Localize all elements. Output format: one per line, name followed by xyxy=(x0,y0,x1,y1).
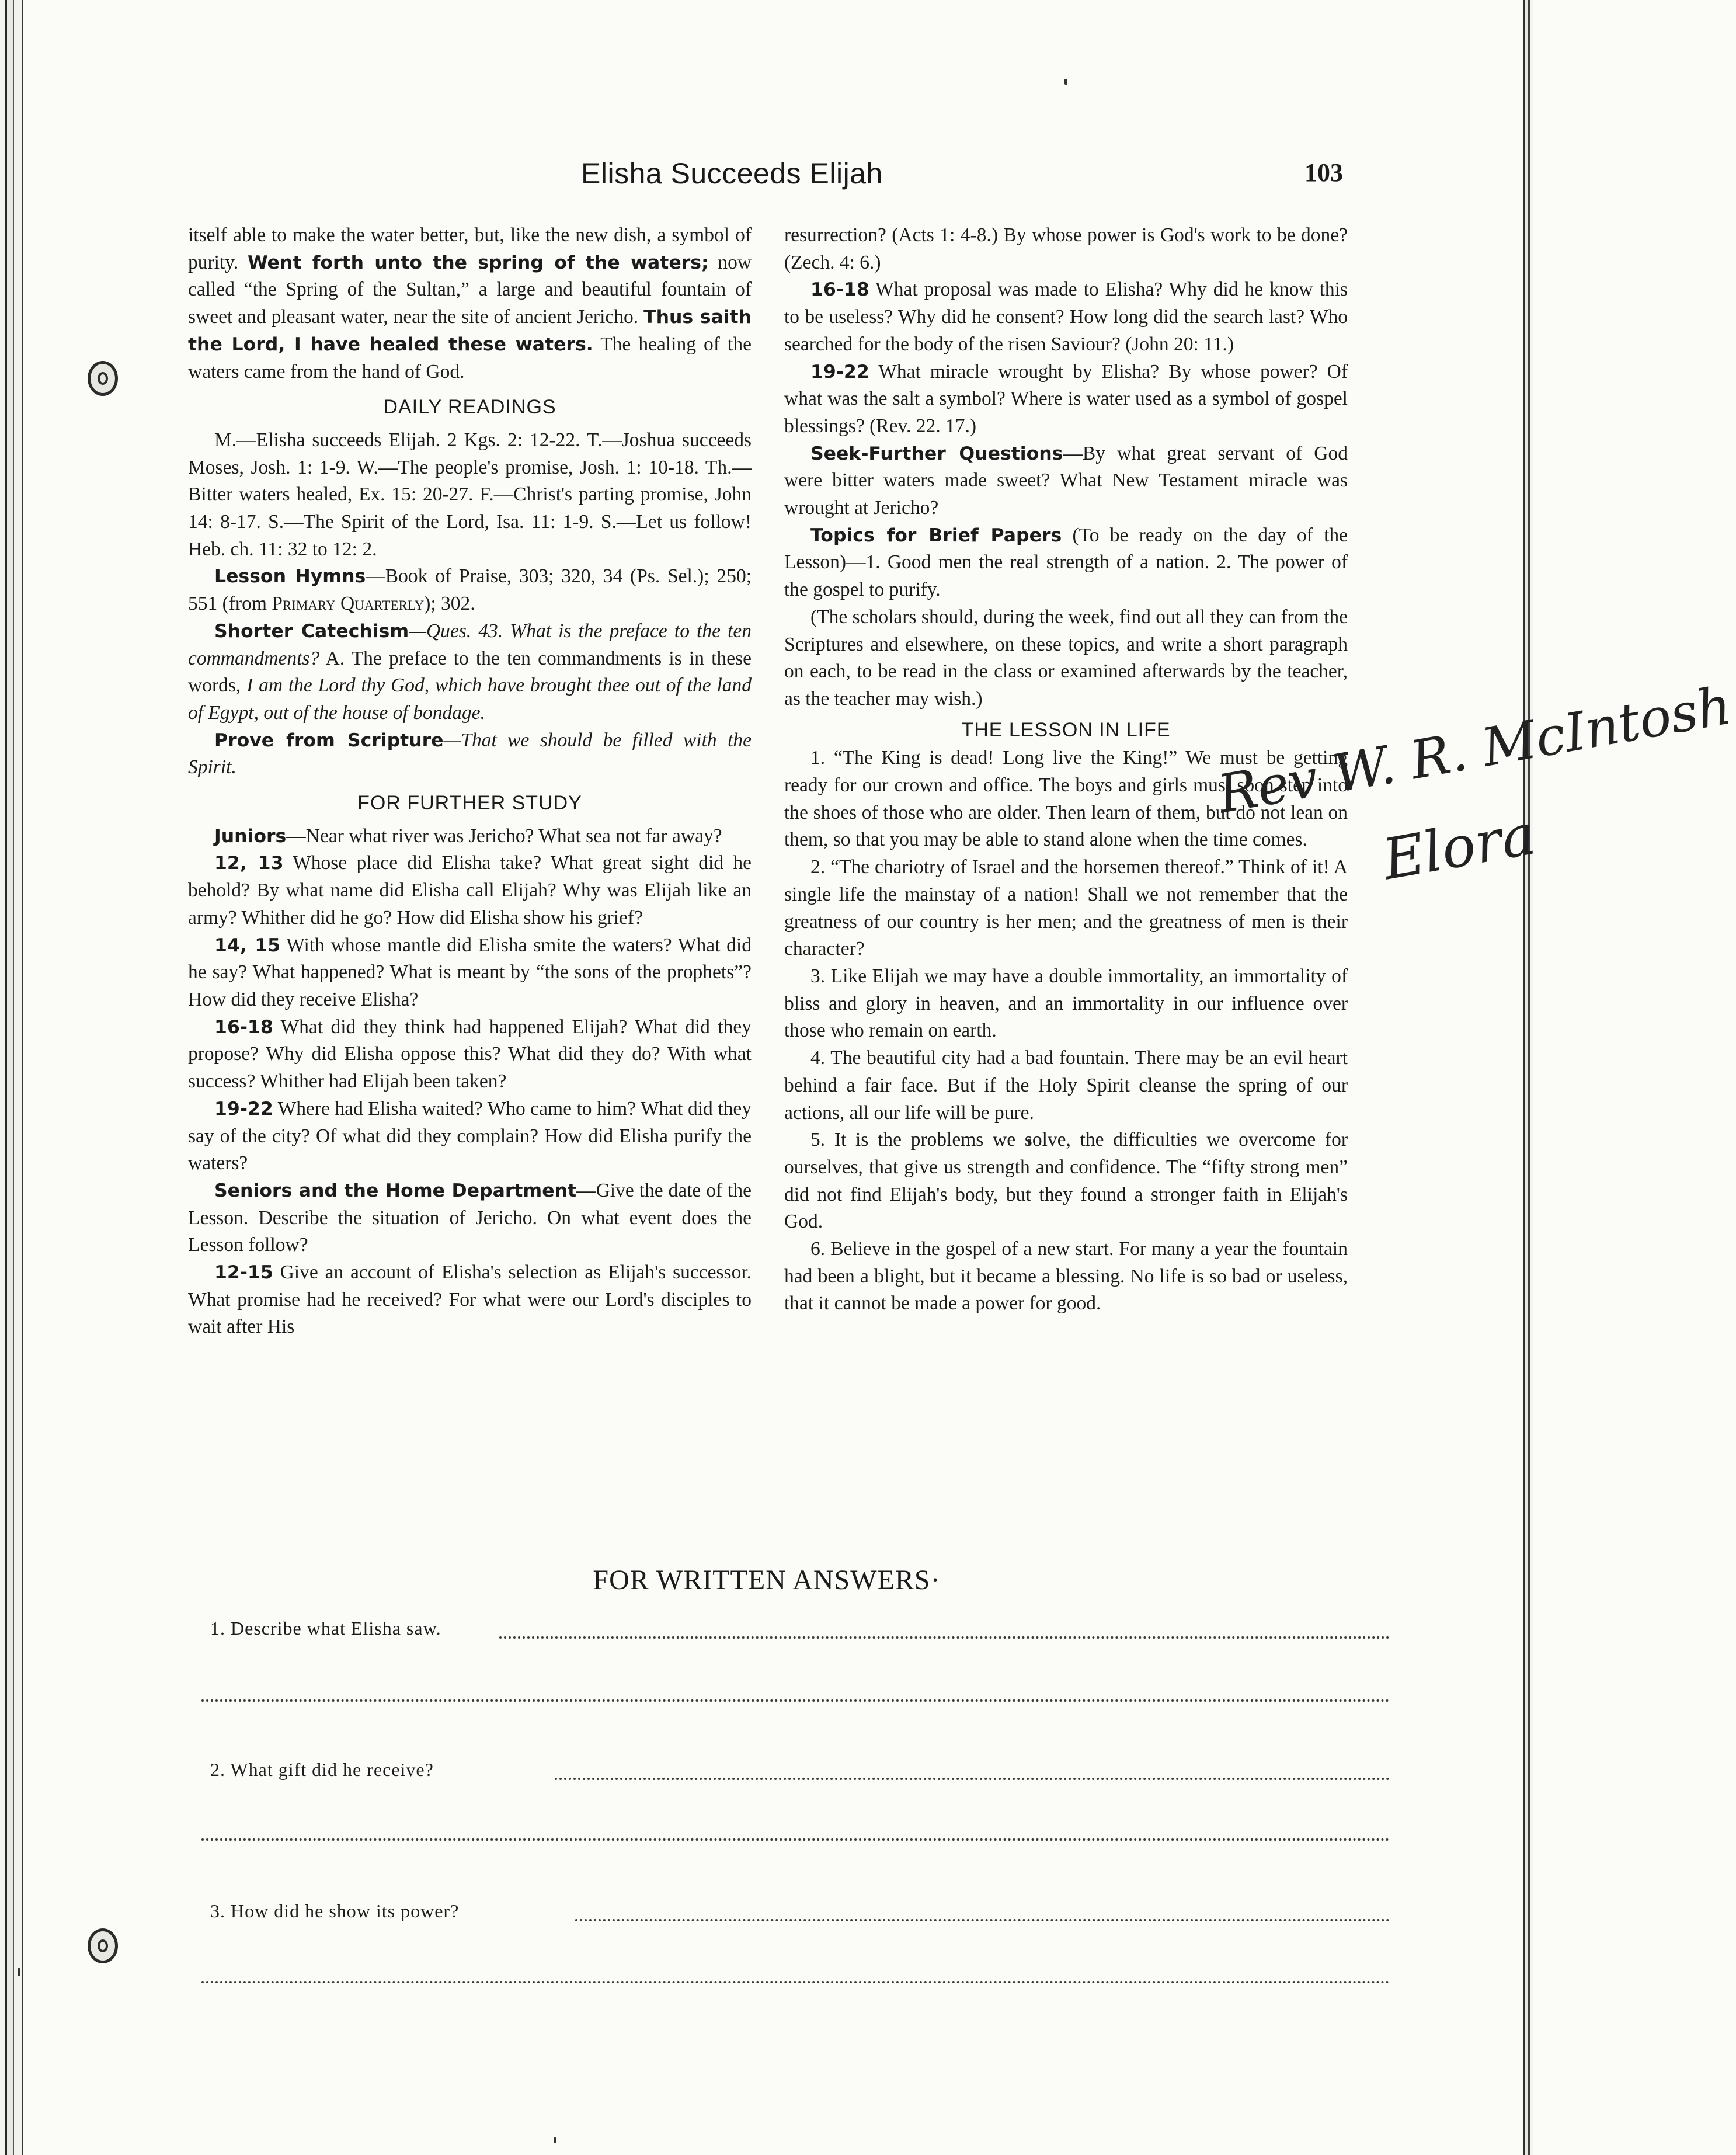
lesson-hymns: Lesson Hymns—Book of Praise, 303; 320, 34 (Ps. Sel.); 250; 551 (from Primary Quarterly); 302. xyxy=(188,565,752,615)
seniors-questions: Seniors and the Home Department—Give the date of the Lesson. Describe the situation of Jericho. On what event does the Lesson follow? xyxy=(188,1179,752,1256)
written-question-2: 2. What gift did he receive? xyxy=(210,1759,434,1780)
scan-speck xyxy=(18,1968,20,1976)
life-point-2: 2. “The chariotry of Israel and the horsemen thereof.” Think of it! A single life the mainstay of a nation! Shall we not remember that the greatness of our country is her men; and the greatness of men is their character? xyxy=(784,856,1348,960)
scan-speck xyxy=(554,2137,556,2143)
scan-left-edge xyxy=(0,0,41,2155)
senior-questions-16-18: 16-18 What proposal was made to Elisha? Why did he know this to be useless? Why did he consent? How long did the search last? Who searched for the body of the risen Saviour? (John 20: 11.) xyxy=(784,279,1348,355)
handwritten-place: Elora xyxy=(1378,801,1540,893)
lesson-in-life-heading: THE LESSON IN LIFE xyxy=(961,718,1171,741)
answer-line-2[interactable] xyxy=(555,1778,1390,1780)
answer-line-1[interactable] xyxy=(499,1636,1390,1639)
left-column xyxy=(188,222,752,1341)
commentary-paragraph: itself able to make the water better, but, like the new dish, a symbol of purity. Went forth unto the spring of the waters; now called “the Spring of the Sultan,” a large and beautiful fountain of sweet and pleasant water, near the site of ancient Jericho. Thus saith the Lord, I have healed these waters. The healing of the waters came from the hand of God. xyxy=(188,224,752,383)
answer-line-3b[interactable] xyxy=(201,1981,1390,1983)
handwritten-signature: Rev W. R. McIntosh xyxy=(1213,675,1736,826)
questions-16-18: 16-18 What did they think had happened Elijah? What did they propose? Why did Elisha oppose this? What did they do? With what success? Whither had Elijah been taken? xyxy=(188,1016,752,1093)
questions-12-13: 12, 13 Whose place did Elisha take? What great sight did he behold? By what name did Elisha call Elijah? Why was Elijah like an army? Whither did he go? How did Elisha show his grief? xyxy=(188,852,752,929)
life-point-5: 5. It is the problems we solve, the difficulties we overcome for ourselves, that give us strength and confidence. The “fifty strong men” did not find Elijah's body, but they found a stronger faith in Elijah's God. xyxy=(784,1129,1348,1233)
prove-from-scripture: Prove from Scripture—That we should be filled with the Spirit. xyxy=(188,729,752,778)
life-point-6: 6. Believe in the gospel of a new start. For many a year the fountain had been a blight, but it became a blessing. No life is so bad or useless, that it cannot be made a power for good. xyxy=(784,1238,1348,1315)
life-point-4: 4. The beautiful city had a bad fountain. There may be an evil heart behind a fair face. But if the Holy Spirit cleanse the spring of our actions, all our life will be pure. xyxy=(784,1047,1348,1124)
daily-readings-text: M.—Elisha succeeds Elijah. 2 Kgs. 2: 12-22. T.—Joshua succeeds Moses, Josh. 1: 1-9. W.—The people's promise, Josh. 1: 10-18. Th.—Bitter waters healed, Ex. 15: 20-27. F.—Christ's parting promise, John 14: 8-17. S.—The Spirit of the Lord, Isa. 11: 1-9. S.—Let us follow! Heb. ch. 11: 32 to 12: 2. xyxy=(188,429,752,560)
written-question-1: 1. Describe what Elisha saw. xyxy=(210,1618,441,1639)
page-header xyxy=(193,157,1343,197)
senior-questions-19-22: 19-22 What miracle wrought by Elisha? By whose power? Of what was the salt a symbol? Where is water used as a symbol of gospel blessings? (Rev. 22. 17.) xyxy=(784,360,1348,437)
scan-right-edge xyxy=(1518,0,1533,2155)
page-number: 103 xyxy=(1304,158,1343,187)
life-point-3: 3. Like Elijah we may have a double immortality, an immortality of bliss and glory in heaven, and an immortality in our influence over those who remain on earth. xyxy=(784,965,1348,1042)
daily-readings-heading: DAILY READINGS xyxy=(383,396,556,419)
answer-line-2b[interactable] xyxy=(201,1838,1390,1841)
punch-hole-icon xyxy=(88,1928,118,1963)
questions-19-22: 19-22 Where had Elisha waited? Who came to him? What did they say of the city? Of what did they complain? How did Elisha purify the waters? xyxy=(188,1097,752,1174)
running-title: Elisha Succeeds Elijah xyxy=(581,157,883,190)
answer-line-3[interactable] xyxy=(575,1919,1390,1921)
punch-hole-icon xyxy=(88,361,118,396)
life-point-1: 1. “The King is dead! Long live the King!” We must be getting ready for our crown and office. The boys and girls must soon step into the shoes of those who are older. Then learn of them, but do not lean on them, so that you may be able to stand alone when the time comes. xyxy=(784,747,1348,851)
scan-speck xyxy=(1064,79,1067,85)
written-answers-heading: FOR WRITTEN ANSWERS· xyxy=(593,1565,941,1596)
juniors-questions: Juniors—Near what river was Jericho? What sea not far away? xyxy=(214,825,722,847)
topics-for-brief-papers: Topics for Brief Papers (To be ready on the day of the Lesson)—1. Good men the real strength of a nation. 2. The power of the gospel to purify. xyxy=(784,524,1348,601)
answer-line-1b[interactable] xyxy=(201,1699,1390,1702)
seek-further-questions: Seek-Further Questions—By what great servant of God were bitter waters made sweet? What New Testament miracle was wrought at Jericho? xyxy=(784,442,1348,519)
written-question-3: 3. How did he show its power? xyxy=(210,1900,460,1921)
continued-paragraph: resurrection? (Acts 1: 4-8.) By whose power is God's work to be done? (Zech. 4: 6.) xyxy=(784,224,1348,273)
further-study-heading: FOR FURTHER STUDY xyxy=(357,792,582,815)
questions-14-15: 14, 15 With whose mantle did Elisha smite the waters? What did he say? What happened? What is meant by “the sons of the prophets”? How did they receive Elisha? xyxy=(188,934,752,1010)
scholars-note: (The scholars should, during the week, find out all they can from the Scriptures and elsewhere, on these topics, and write a short paragraph on each, to be read in the class or examined afterwards by the teacher, as the teacher may wish.) xyxy=(784,606,1348,710)
shorter-catechism: Shorter Catechism—Ques. 43. What is the preface to the ten commandments? A. The preface to the ten commandments is in these words, I am the Lord thy God, which have brought thee out of the land of Egypt, out of the house of bondage. xyxy=(188,620,752,724)
questions-12-15: 12-15 Give an account of Elisha's selection as Elijah's successor. What promise had he received? For what were our Lord's disciples to wait after His xyxy=(188,1261,752,1338)
